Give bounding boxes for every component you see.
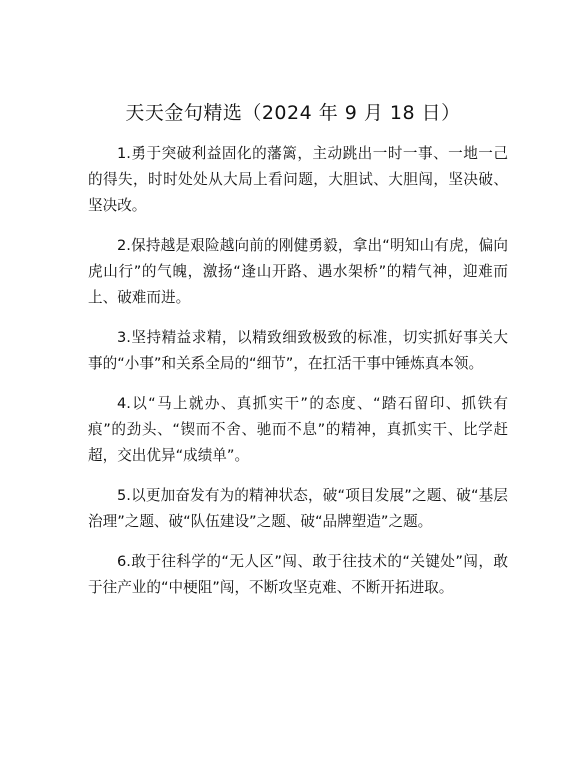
- quote-paragraph-1: 1.勇于突破利益固化的藩篱，主动跳出一时一事、一地一己的得失，时时处处从大局上看问题，大胆试、大胆闯，坚决破、坚决改。: [88, 145, 508, 214]
- quote-list: [88, 141, 508, 615]
- quote-paragraph-6: 6.敢于往科学的“无人区”闯、敢于往技术的“关键处”闯，敢于往产业的“中梗阻”闯，不断攻坚克难、不断开拓进取。: [88, 553, 508, 596]
- quote-paragraph-3: 3.坚持精益求精，以精致细致极致的标准，切实抓好事关大事的“小事”和关系全局的“细节”，在扛活干事中锤炼真本领。: [88, 329, 508, 372]
- quote-paragraph-2: 2.保持越是艰险越向前的刚健勇毅，拿出“明知山有虎，偏向虎山行”的气魄，激扬“逢山开路、遇水架桥”的精气神，迎难而上、破难而进。: [88, 237, 508, 306]
- quote-paragraph-5: 5.以更加奋发有为的精神状态，破“项目发展”之题、破“基层治理”之题、破“队伍建设”之题、破“品牌塑造”之题。: [88, 487, 508, 530]
- quote-paragraph-4: 4.以“马上就办、真抓实干”的态度、“踏石留印、抓铁有痕”的劲头、“锲而不舍、驰而不息”的精神，真抓实干、比学赶超，交出优异“成绩单”。: [88, 395, 508, 464]
- document-title: 天天金句精选（2024 年 9 月 18 日）: [125, 102, 461, 124]
